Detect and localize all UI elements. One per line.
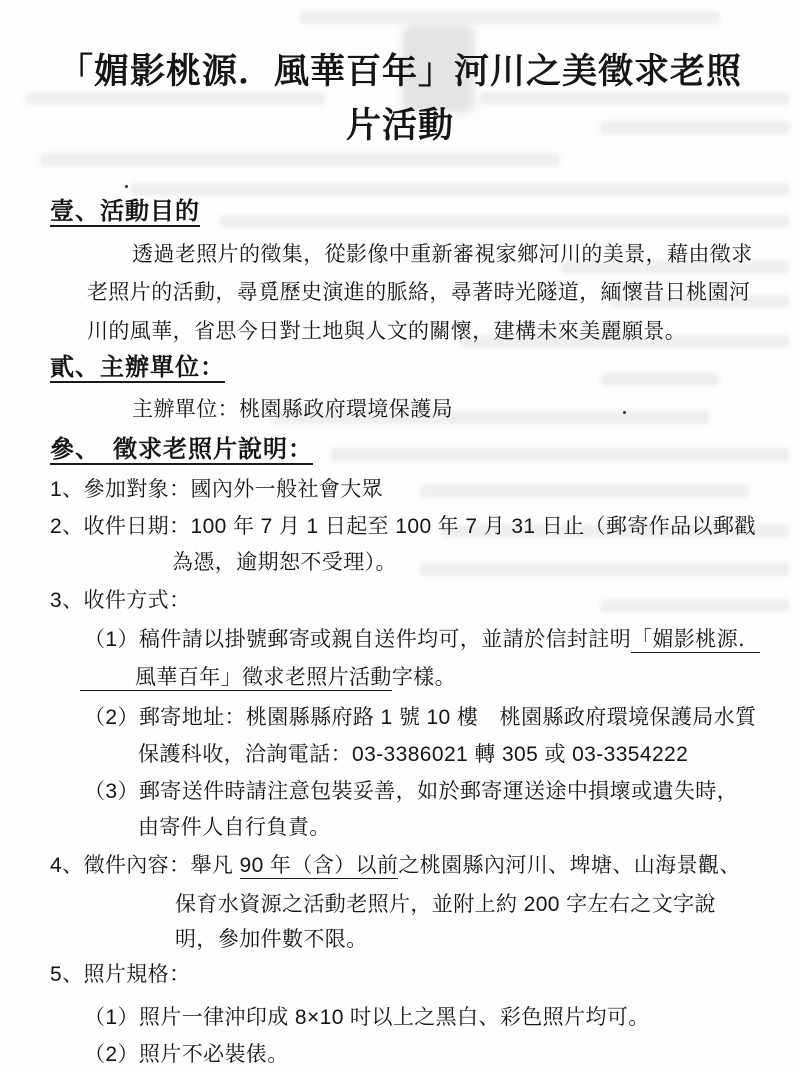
collection-method-1-line-1 xyxy=(84,627,760,653)
instruction-item-4-line-2: 保育水資源之活動老照片，並附上約 200 字左右之文字說 xyxy=(175,893,716,916)
scan-speck xyxy=(623,411,626,414)
subitem-marker: （2） xyxy=(84,1043,139,1066)
instruction-item-5-label: 5、照片規格： xyxy=(50,963,191,986)
instruction-item-4-line-3: 明，參加件數不限。 xyxy=(175,928,368,951)
subitem-marker: （3） xyxy=(84,780,139,803)
organizer-text: 主辦單位：桃園縣政府環境保護局 xyxy=(132,398,453,421)
subitem-text: 郵寄送件時請注意包裝妥善，如於郵寄運送途中損壞或遺失時， xyxy=(138,780,739,803)
bleed-through-line xyxy=(330,448,790,461)
bleed-through-line xyxy=(420,485,750,498)
item-label: 2、收件日期： xyxy=(50,515,191,538)
subitem-marker: （1） xyxy=(84,628,139,651)
collection-method-2-line-2: 保護科收，洽詢電話：03-3386021 轉 305 或 03-3354222 xyxy=(138,743,689,766)
collection-method-2-line-1 xyxy=(84,705,756,731)
subitem-marker: （2） xyxy=(84,706,139,729)
collection-method-3-line-1 xyxy=(84,779,738,805)
collection-method-3-line-2: 由寄件人自行負責。 xyxy=(138,816,331,839)
subitem-text: 字樣。 xyxy=(391,666,457,689)
document-title-line-1: 「媚影桃源．風華百年」河川之美徵求老照 xyxy=(57,52,742,91)
document-title-line-2: 片活動 xyxy=(345,106,454,145)
item-text: 國內外一般社會大眾 xyxy=(190,478,384,501)
purpose-paragraph-line: 川的風華，省思今日對土地與人文的關懷，建構未來美麗願景。 xyxy=(87,320,687,343)
underlined-text: 「媚影桃源． xyxy=(631,628,760,651)
bleed-through-line xyxy=(600,599,790,612)
section-heading-purpose xyxy=(50,199,200,227)
section-heading-organizer xyxy=(50,355,225,383)
subitem-marker: （1） xyxy=(84,1006,139,1029)
mailing-address: 郵寄地址：桃園縣縣府路 1 號 10 樓 桃園縣政府環境保護局水質 xyxy=(138,706,757,729)
instruction-item-1 xyxy=(50,477,383,503)
photo-spec-2 xyxy=(84,1042,289,1068)
instruction-item-2-line-1 xyxy=(50,514,756,540)
item-label: 4、徵件內容： xyxy=(50,854,191,877)
item-text: 之桃園縣內河川、埤塘、山海景觀、 xyxy=(398,854,741,877)
bleed-through-line xyxy=(420,563,790,576)
bleed-through-line xyxy=(220,215,790,228)
bleed-through-line xyxy=(40,153,560,166)
section-heading-instructions-text: 參、 徵求老照片說明： xyxy=(50,436,313,463)
section-heading-purpose-text: 壹、活動目的 xyxy=(50,198,200,225)
instruction-item-2-line-2: 為憑，逾期恕不受理）。 xyxy=(172,551,397,574)
bleed-through-line xyxy=(300,11,720,24)
scan-speck xyxy=(125,185,128,188)
section-heading-instructions xyxy=(50,437,313,465)
underlined-text: 風華百年」徵求老照片活動 xyxy=(80,666,392,691)
photo-spec-1 xyxy=(84,1005,650,1031)
underlined-text: 90 年（含）以前 xyxy=(239,854,399,877)
subitem-text: 照片一律沖印成 8×10 吋以上之黑白、彩色照片均可。 xyxy=(138,1006,650,1029)
item-text: 舉凡 xyxy=(190,854,240,877)
purpose-paragraph-line: 透過老照片的徵集，從影像中重新審視家鄉河川的美景，藉由徵求 xyxy=(132,243,753,266)
subitem-text: 稿件請以掛號郵寄或親自送件均可，並請於信封註明 xyxy=(138,628,632,651)
instruction-item-4-line-1 xyxy=(50,853,741,879)
bleed-through-line xyxy=(130,183,790,196)
subitem-text: 照片不必裝俵。 xyxy=(138,1043,289,1066)
item-text: 100 年 7 月 1 日起至 100 年 7 月 31 日止（郵寄作品以郵戳 xyxy=(190,515,756,538)
item-label: 1、參加對象： xyxy=(50,478,191,501)
purpose-paragraph-line: 老照片的活動，尋覓歷史演進的脈絡，尋著時光隧道，緬懷昔日桃園河 xyxy=(87,281,751,304)
section-heading-organizer-text: 貳、主辦單位： xyxy=(50,354,225,381)
bleed-through-line xyxy=(600,373,720,386)
instruction-item-3-label: 3、收件方式： xyxy=(50,589,191,612)
collection-method-1-line-2 xyxy=(80,665,456,691)
